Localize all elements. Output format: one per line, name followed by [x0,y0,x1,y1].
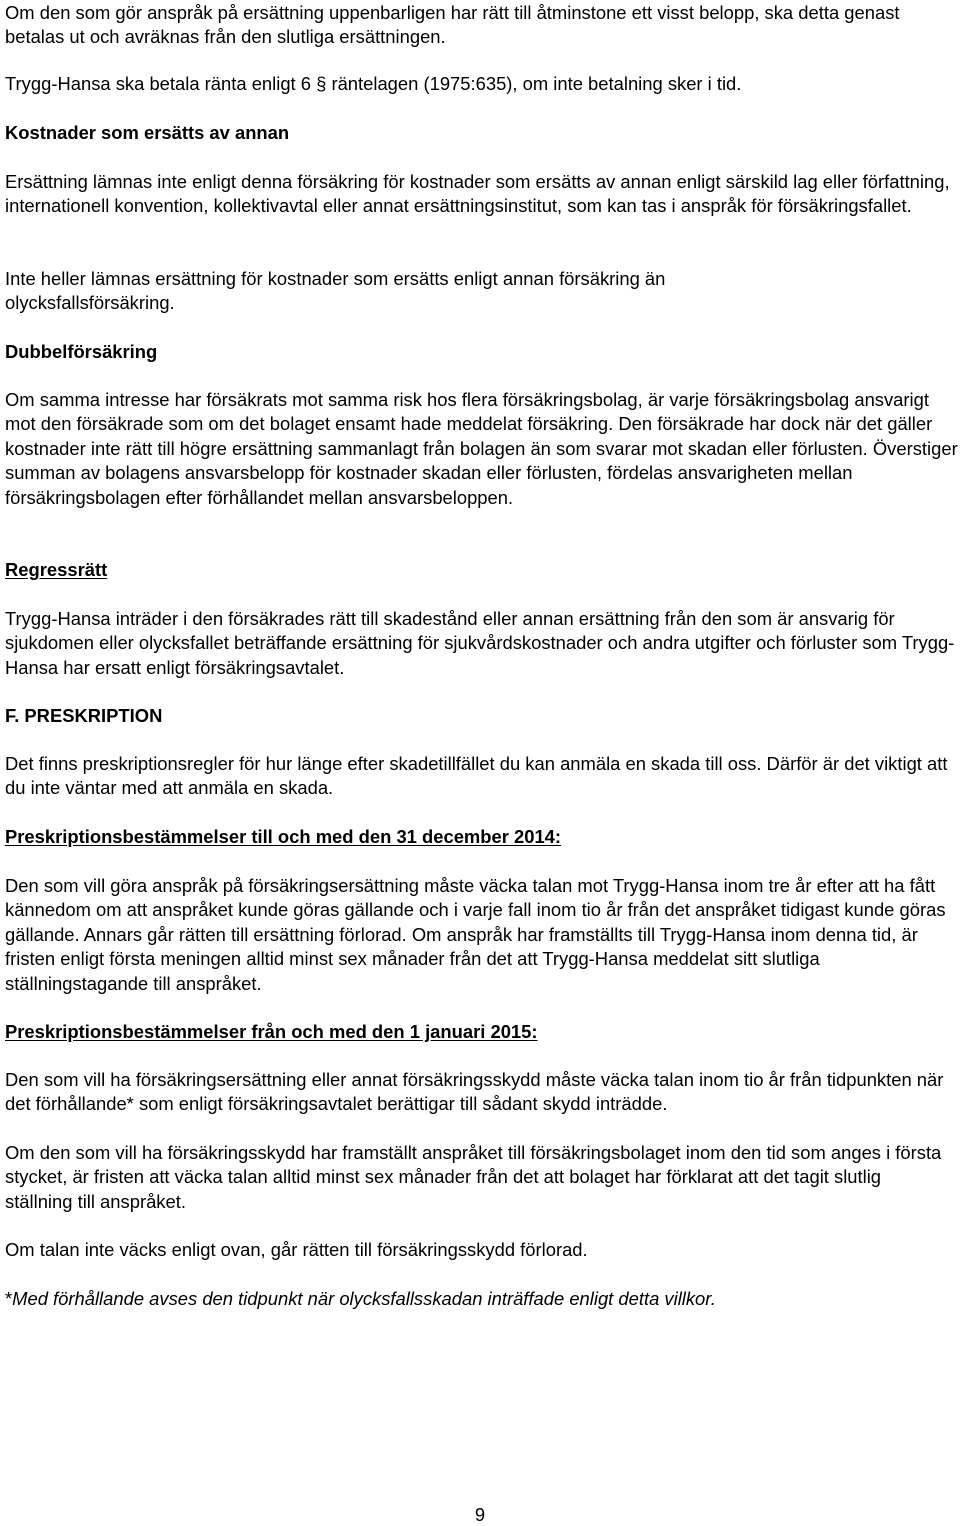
preskription-paragraph-1: Det finns preskriptionsregler för hur länge efter skadetillfället du kan anmäla en skada till oss. Därför är det viktigt att du inte väntar med att anmäla en skada. [5,753,948,799]
kostnader-paragraph-1: Ersättning lämnas inte enligt denna försäkring för kostnader som ersätts av annan enligt särskild lag eller författning, internationell konvention, kollektivavtal eller annat ersättningsinstitut, som kan tas i anspråk för försäkringsfallet. [5,171,950,217]
heading-kostnader: Kostnader som ersätts av annan [5,122,290,143]
heading-preskription: F. PRESKRIPTION [5,705,163,726]
footnote [5,1287,950,1311]
footnote-mark: * [5,1288,13,1309]
heading-dubbelforsakring: Dubbelförsäkring [5,341,158,362]
heading-regressratt: Regressrätt [5,559,108,580]
intro-paragraph-1: Om den som gör anspråk på ersättning uppenbarligen har rätt till åtminstone ett visst belopp, ska detta genast betalas ut och avräknas från den slutliga ersättningen. [5,2,900,48]
intro-paragraph-2: Trygg-Hansa ska betala ränta enligt 6 § räntelagen (1975:635), om inte betalning sker i tid. [5,73,742,94]
dubbel-paragraph-1: Om samma intresse har försäkrats mot samma risk hos flera försäkringsbolag, är varje försäkringsbolag ansvarigt mot den försäkrade som om det bolaget ensamt hade meddelat försäkring. Den försäkrade har dock när det gäller kostnader inte rätt till högre ersättning sammanlagt från bolagen än som svarar mot skadan eller förlusten. Överstiger summan av bolagens ansvarsbelopp för kostnader skadan eller förlusten, fördelas ansvarigheten mellan försäkringsbolagen efter förhållandet mellan ansvarsbeloppen. [5,389,958,508]
post2015-paragraph-3: Om talan inte väcks enligt ovan, går rätten till försäkringsskydd förlorad. [5,1239,588,1260]
pre2014-paragraph-1: Den som vill göra anspråk på försäkringsersättning måste väcka talan mot Trygg-Hansa inom tre år efter att ha fått kännedom om att anspråket kunde göras gällande och i varje fall inom tio år från det anspråket tidigast kunde göras gällande. Annars går rätten till ersättning förlorad. Om anspråk har framställts till Trygg-Hansa inom denna tid, är fristen enligt första meningen alltid minst sex månader från det att Trygg-Hansa meddelat sitt slutliga ställningstagande till anspråket. [5,875,946,994]
page-number: 9 [474,1504,486,1525]
post2015-paragraph-1: Den som vill ha försäkringsersättning eller annat försäkringsskydd måste väcka talan inom tio år från tidpunkten när det förhållande* som enligt försäkringsavtalet berättigar till sådant skydd inträdde. [5,1069,944,1115]
kostnader-paragraph-2: Inte heller lämnas ersättning för kostnader som ersätts enligt annan försäkring än olycksfallsförsäkring. [5,268,666,314]
heading-preskription-2015: Preskriptionsbestämmelser från och med den 1 januari 2015: [5,1021,538,1042]
heading-preskription-2014: Preskriptionsbestämmelser till och med den 31 december 2014: [5,826,562,847]
post2015-paragraph-2: Om den som vill ha försäkringsskydd har framställt anspråket till försäkringsbolaget inom den tid som anges i första stycket, är fristen att väcka talan alltid minst sex månader från det att bolaget har förklarat att det tagit slutlig ställning till anspråket. [5,1142,942,1212]
regress-paragraph-1: Trygg-Hansa inträder i den försäkrades rätt till skadestånd eller annan ersättning från den som är ansvarig för sjukdomen eller olycksfallet beträffande ersättning för sjukvårdskostnader och andra utgifter och förluster som Trygg-Hansa har ersatt enligt försäkringsavtalet. [5,608,955,678]
footnote-text: Med förhållande avses den tidpunkt när olycksfallsskadan inträffade enligt detta villkor. [12,1288,716,1309]
